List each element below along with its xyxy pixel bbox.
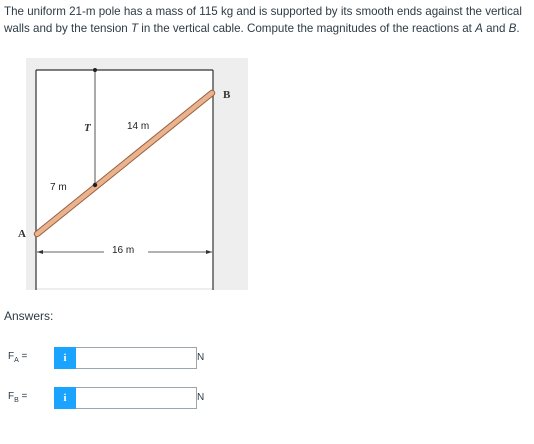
label-16m: 16 m (112, 245, 135, 256)
fa-info-button[interactable]: i (54, 347, 76, 369)
fb-unit: N (197, 392, 205, 403)
answers-heading: Answers: (4, 309, 54, 323)
fa-unit: N (197, 352, 205, 363)
answer-row-fa (8, 347, 528, 369)
pole-diagram-svg (26, 58, 248, 290)
pole-diagram (18, 58, 248, 290)
fb-info-button[interactable]: i (54, 387, 76, 409)
label-A: A (18, 228, 26, 240)
problem-statement (4, 3, 530, 37)
fa-input[interactable] (76, 347, 197, 369)
label-14m: 14 m (127, 121, 150, 132)
label-T: T (84, 122, 91, 134)
fa-label: $F_A$ = (8, 351, 28, 364)
cable-attachment-point (93, 183, 97, 187)
fb-input[interactable] (76, 387, 197, 409)
fb-label: $F_B$ = (8, 391, 28, 404)
problem-text: The uniform 21-m pole has a mass of 115 kg and is supported by its smooth ends against the vertical walls and by the tension T in the vertical cable. Compute the magnitudes of the reactions at A and B. (4, 5, 522, 35)
answer-row-fb (8, 387, 528, 409)
cable-anchor-top (93, 68, 97, 72)
label-7m: 7 m (50, 182, 67, 193)
label-B: B (223, 89, 231, 101)
